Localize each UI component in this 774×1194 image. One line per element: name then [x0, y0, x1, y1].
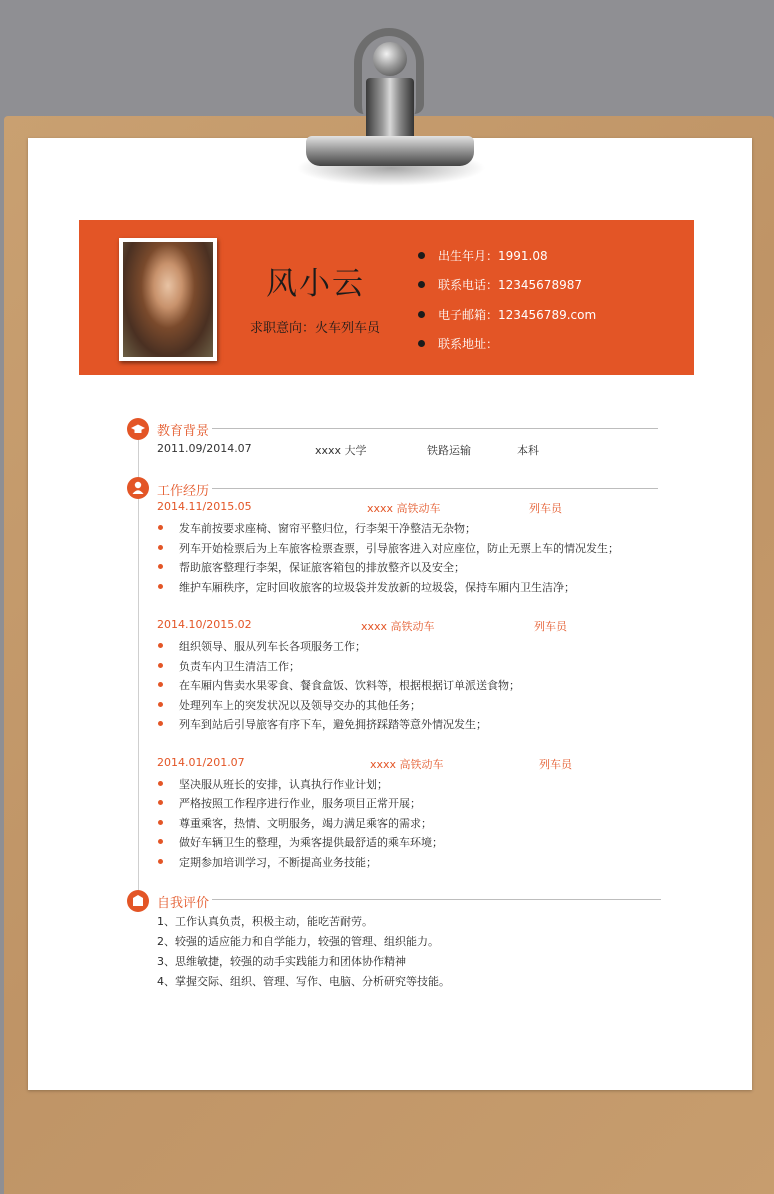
- graduation-cap-icon: [127, 418, 149, 440]
- job-duty-item: 组织领导、服从列车长各项服务工作；: [157, 638, 366, 654]
- job-duty-item: 坚决服从班长的安排，认真执行作业计划；: [157, 776, 388, 792]
- job-role: 列车员: [529, 502, 562, 515]
- job-duty-item: 尊重乘客，热情、文明服务，竭力满足乘客的需求；: [157, 815, 432, 831]
- job-duty-item: 严格按照工作程序进行作业，服务项目正常开展；: [157, 795, 421, 811]
- self-eval-item: 4、掌握交际、组织、管理、写作、电脑、分析研究等技能。: [157, 975, 450, 988]
- info-phone: [418, 277, 596, 306]
- self-eval-item: 3、思维敏捷，较强的动手实践能力和团体协作精神: [157, 955, 406, 968]
- job-date: 2014.10/2015.02: [157, 618, 252, 631]
- binder-clip-rivet: [373, 42, 407, 76]
- profile-photo: [123, 242, 213, 357]
- info-email: [418, 307, 596, 336]
- info-address-text: 联系地址：: [438, 336, 499, 351]
- job-duty-item: 定期参加培训学习，不断提高业务技能；: [157, 854, 377, 870]
- bullet-dot: [418, 252, 425, 259]
- contact-info: [418, 248, 596, 365]
- job-company: xxxx 高铁动车: [367, 502, 441, 515]
- job-company: xxxx 高铁动车: [370, 758, 444, 771]
- job-role: 列车员: [534, 620, 567, 633]
- self-eval-item: 1、工作认真负责，积极主动，能吃苦耐劳。: [157, 915, 373, 928]
- job-date: 2014.01/201.07: [157, 756, 245, 769]
- info-phone-text: 联系电话：12345678987: [438, 278, 582, 293]
- self-eval-title: 自我评价: [157, 896, 210, 911]
- box-icon: [127, 890, 149, 912]
- section-divider: [212, 899, 661, 900]
- section-divider: [212, 488, 658, 489]
- binder-clip-body: [366, 78, 414, 144]
- education-degree: 本科: [517, 444, 539, 457]
- education-school: xxxx 大学: [315, 444, 367, 457]
- job-duty-item: 列车到站后引导旅客有序下车，避免拥挤踩踏等意外情况发生；: [157, 716, 487, 732]
- education-date: 2011.09/2014.07: [157, 442, 252, 455]
- job-duty-item: 发车前按要求座椅、窗帘平整归位，行李架干净整洁无杂物；: [157, 520, 476, 536]
- job-date: 2014.11/2015.05: [157, 500, 252, 513]
- binder-clip-base: [306, 136, 474, 166]
- job-duty-item: 帮助旅客整理行李架，保证旅客箱包的排放整齐以及安全；: [157, 559, 465, 575]
- info-birth: [418, 248, 596, 277]
- work-title: 工作经历: [157, 484, 210, 499]
- bullet-dot: [418, 311, 425, 318]
- job-intent: 求职意向：火车列车员: [250, 321, 381, 336]
- info-email-text: 电子邮箱：123456789.com: [438, 307, 597, 322]
- education-title: 教育背景: [157, 424, 210, 439]
- job-company: xxxx 高铁动车: [361, 620, 435, 633]
- section-divider: [212, 428, 658, 429]
- job-duty-item: 在车厢内售卖水果零食、餐食盒饭、饮料等，根据根据订单派送食物；: [157, 677, 520, 693]
- bullet-dot: [418, 340, 425, 347]
- candidate-name: 风小云: [266, 266, 365, 302]
- timeline-line: [138, 440, 139, 898]
- info-address: [418, 336, 596, 365]
- job-duty-item: 处理列车上的突发状况以及领导交办的其他任务；: [157, 697, 421, 713]
- job-duty-item: 列车开始检票后为上车旅客检票查票，引导旅客进入对应座位，防止无票上车的情况发生；: [157, 540, 619, 556]
- job-duty-item: 做好车辆卫生的整理，为乘客提供最舒适的乘车环境；: [157, 834, 443, 850]
- job-duty-item: 维护车厢秩序，定时回收旅客的垃圾袋并发放新的垃圾袋，保持车厢内卫生洁净；: [157, 579, 575, 595]
- info-birth-text: 出生年月：1991.08: [438, 249, 548, 263]
- education-major: 铁路运输: [427, 444, 471, 457]
- person-icon: [127, 477, 149, 499]
- job-role: 列车员: [539, 758, 572, 771]
- job-duty-item: 负责车内卫生清洁工作；: [157, 658, 300, 674]
- bullet-dot: [418, 281, 425, 288]
- self-eval-item: 2、较强的适应能力和自学能力，较强的管理、组织能力。: [157, 935, 439, 948]
- profile-photo-frame: [119, 238, 217, 361]
